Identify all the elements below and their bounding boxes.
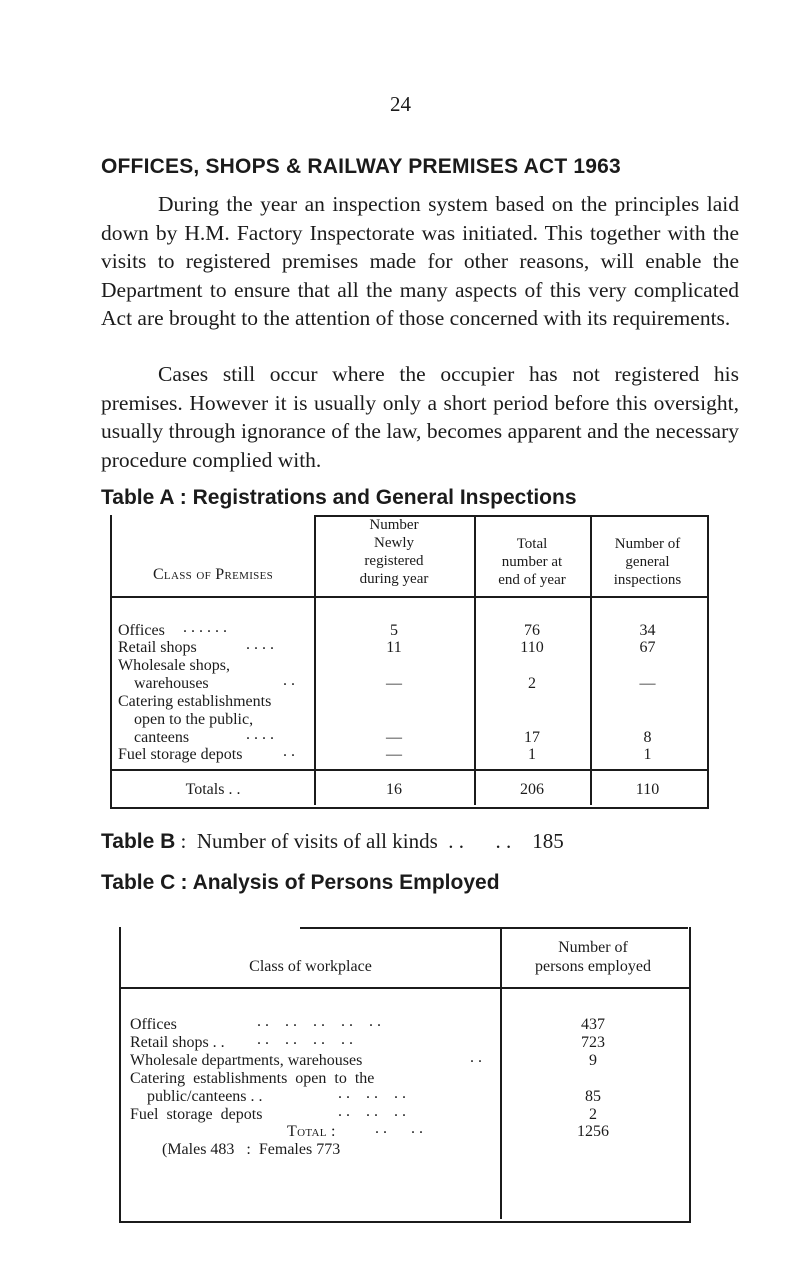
fuel-total: 1 [528,746,536,763]
catering-total: 17 [524,729,540,746]
table-row-retail-label: Retail shops [118,639,197,656]
row-dots: . . . . [375,1120,423,1137]
catering-inspections: 8 [643,729,652,746]
table-row-catering-label: Catering establishments [118,693,272,710]
table-a-header-rule [112,596,707,598]
table-c-total-value: 1256 [577,1123,609,1140]
fuel-inspections: 1 [643,746,652,763]
row-dots: . . . . [246,726,274,743]
wholesale-inspections: — [639,675,656,692]
paragraph-1: During the year an inspection system based on the principles laid down by H.M. Factory Inspectorate was initiated. This together with the visits to registered premises made for other reasons, will enable the Department to ensure that all the many aspects of this very complicated Act are brought to the attention of those concerned with its requirements. [101,192,739,330]
offices-inspections: 34 [639,622,656,639]
table-c-catering-value: 85 [585,1088,601,1105]
totals-inspections: 110 [635,781,660,798]
paragraph-2: Cases still occur where the occupier has not registered his premises. However it is usually only a short period before this oversight, usually through ignorance of the law, becomes apparent and the necessary procedure complied with. [101,362,739,472]
offices-total: 76 [524,622,540,639]
row-dots: . . [283,672,295,689]
table-a-caption [101,485,577,510]
table-c-offices-value: 437 [581,1016,605,1033]
offices-newly: 5 [390,622,398,639]
table-a-header-newly [314,516,474,588]
table-c-fuel-value: 2 [589,1106,597,1123]
table-row-catering-label-3: canteens [134,729,190,746]
table-row-wholesale-label: Wholesale shops, [118,657,230,674]
header-line: general [625,554,670,570]
totals-total: 206 [520,781,544,798]
retail-newly: 11 [386,639,402,656]
page-title: OFFICES, SHOPS & RAILWAY PREMISES ACT 1963 [101,155,621,178]
table-c-wholesale-value: 9 [589,1052,597,1069]
wholesale-newly: — [386,675,402,692]
totals-newly: 16 [386,781,402,798]
table-a-header-inspections [590,535,705,589]
table-c-header-class: Class of workplace [249,958,372,975]
row-dots: . . . . . . . . [257,1031,353,1048]
table-b-line [101,829,564,854]
header-line: Total [516,536,548,552]
row-dots: . . . . . . [183,619,227,636]
header-line: Number of [614,536,681,552]
table-a-header-class: Class of Premises [152,566,274,583]
page-number: 24 [390,92,411,116]
row-dots: . . [283,743,295,760]
fuel-newly: — [386,746,402,763]
table-a-title: : Registrations and General Inspections [179,486,577,509]
table-a-totals-rule [112,769,707,771]
row-dots: . . . . . . . . . . [257,1013,381,1030]
table-row-catering-label-2: open to the public, [134,711,254,728]
table-c-row-retail-label: Retail shops . . [130,1034,225,1051]
header-line: Number [369,517,419,533]
retail-inspections: 67 [639,639,656,656]
table-b-label: Table B [101,830,176,853]
wholesale-total: 2 [528,675,536,692]
table-c-header-number [500,938,686,976]
table-c-males-females: (Males 483 : Females 773 [162,1141,341,1158]
table-c-header-rule [121,987,689,989]
table-c-row-wholesale-label: Wholesale departments, warehouses [130,1052,363,1069]
header-line: Number of [558,939,628,956]
table-row-fuel-label: Fuel storage depots [118,746,243,763]
table-c-row-catering-label-2: public/canteens . . [147,1088,263,1105]
table-c-title: : Analysis of Persons Employed [180,871,500,894]
table-row-wholesale-label-2: warehouses [134,675,209,692]
row-dots: . . . . . . [338,1103,406,1120]
header-line: number at [501,554,563,570]
table-a-label: Table A [101,486,175,509]
table-c-row-catering-label: Catering establishments open to the [130,1070,375,1087]
header-line: inspections [613,572,682,588]
table-c-row-offices-label: Offices [130,1016,177,1033]
table-c-retail-value: 723 [581,1034,605,1051]
header-line: registered [364,553,424,569]
table-c-total-label: Total : [287,1123,336,1140]
header-line: end of year [498,572,566,588]
header-line: Newly [374,535,414,551]
header-line: persons employed [535,958,651,975]
catering-newly: — [386,729,402,746]
table-a-totals-label: Totals . . [185,781,241,798]
table-b-text: : Number of visits of all kinds . . . . 185 [180,829,564,853]
table-c-row-fuel-label: Fuel storage depots [130,1106,263,1123]
row-dots: . . . . [246,636,274,653]
table-row-offices-label: Offices [118,622,165,639]
table-c-label: Table C [101,871,176,894]
table-a-header-total [474,535,590,589]
retail-total: 110 [520,639,544,656]
row-dots: . . . . . . [338,1085,406,1102]
header-line: during year [359,571,429,587]
table-c-caption [101,870,500,895]
row-dots: . . [470,1049,482,1066]
